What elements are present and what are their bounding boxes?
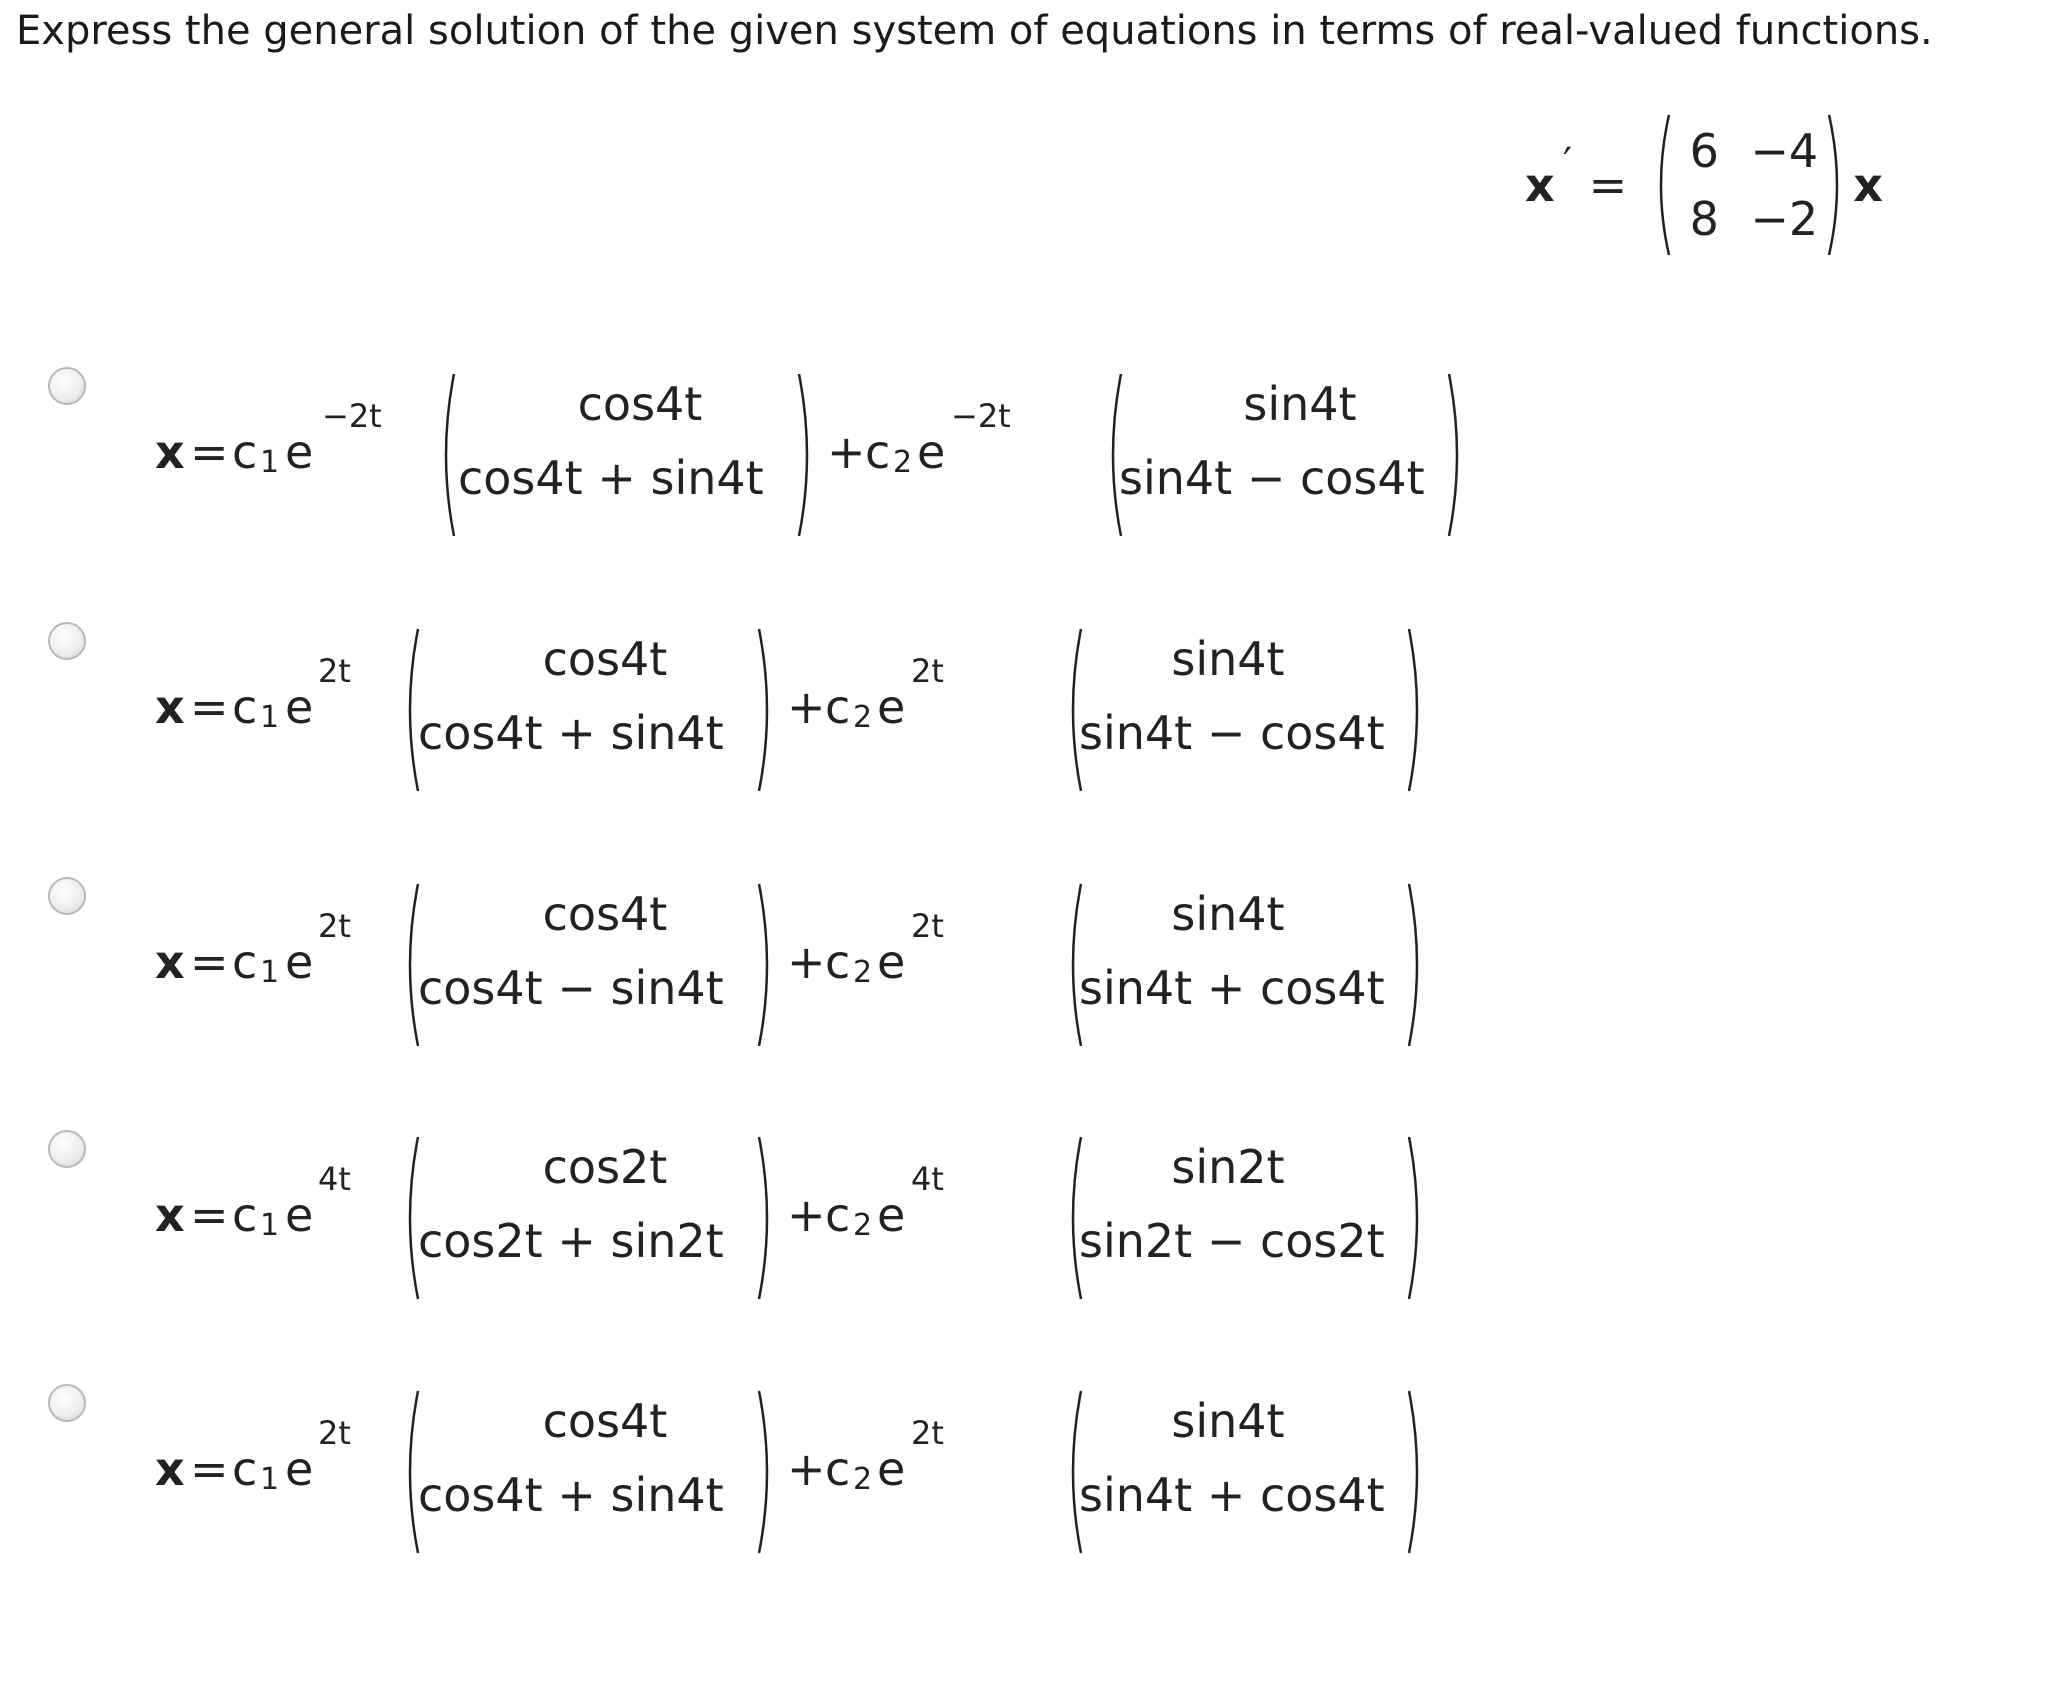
- exponent-1: 2t: [318, 907, 351, 945]
- vector1-bottom: cos4t + sin4t: [418, 1468, 724, 1522]
- c1-coefficient: c: [232, 935, 258, 989]
- vector2-right-paren: [1405, 1387, 1427, 1557]
- c2-subscript: 2: [893, 445, 913, 480]
- vector1-right-paren: [755, 625, 777, 795]
- exponent-1: 4t: [318, 1160, 351, 1198]
- e2-base: e: [877, 1188, 906, 1242]
- vector1-top: cos4t: [542, 887, 668, 941]
- vector2-top: sin4t: [1171, 887, 1285, 941]
- vector2-top: sin4t: [1171, 1394, 1285, 1448]
- x-vector: x: [155, 1188, 185, 1242]
- e2-base: e: [877, 1442, 906, 1496]
- equals-sign: =: [190, 1188, 229, 1242]
- vector2-top: sin2t: [1171, 1140, 1285, 1194]
- answer-option-1[interactable]: [0, 375, 1560, 535]
- c1-coefficient: c: [232, 680, 258, 734]
- vector1-top: cos4t: [577, 377, 703, 431]
- matrix-cell-12: −4: [1750, 124, 1819, 178]
- system-lhs-vector: [1525, 140, 1573, 212]
- matrix-right-paren: [1825, 111, 1847, 259]
- equals-sign: =: [190, 425, 229, 479]
- c2-subscript: 2: [853, 1462, 873, 1497]
- option-expression: [0, 885, 1560, 1045]
- exponent-2: 2t: [911, 652, 944, 690]
- c1-subscript: 1: [260, 1462, 280, 1497]
- exponent-1: −2t: [322, 397, 382, 435]
- x-vector: x: [155, 680, 185, 734]
- equals-sign: =: [190, 1442, 229, 1496]
- e1-base: e: [285, 935, 314, 989]
- vector2-bottom: sin4t + cos4t: [1079, 961, 1385, 1015]
- vector2-right-paren: [1405, 625, 1427, 795]
- system-equation: [1525, 110, 1883, 260]
- e2-base: e: [877, 935, 906, 989]
- exponent-1: 2t: [318, 1414, 351, 1452]
- vector2-right-paren: [1405, 1133, 1427, 1303]
- matrix-cell-11: 6: [1689, 124, 1719, 178]
- c1-coefficient: c: [232, 1188, 258, 1242]
- c1-subscript: 1: [260, 955, 280, 990]
- question-text: Express the general solution of the given system of equations in terms of real-valued functions.: [16, 8, 1933, 54]
- equals-sign: =: [190, 680, 229, 734]
- e1-base: e: [285, 1188, 314, 1242]
- matrix-cell-21: 8: [1689, 192, 1719, 246]
- vector1-bottom: cos4t + sin4t: [458, 451, 764, 505]
- lhs-x: x: [1525, 158, 1555, 212]
- answer-option-2[interactable]: [0, 630, 1560, 790]
- vector2-right-paren: [1445, 370, 1467, 540]
- vector1-right-paren: [755, 1133, 777, 1303]
- option-expression: [0, 630, 1560, 790]
- prime-mark: ′: [1563, 140, 1573, 186]
- plus-sign: +: [827, 425, 866, 479]
- e1-base: e: [285, 425, 314, 479]
- c1-subscript: 1: [260, 700, 280, 735]
- system-equals: =: [1588, 158, 1628, 212]
- x-vector: x: [155, 1442, 185, 1496]
- c2-coefficient: c: [825, 680, 851, 734]
- c1-coefficient: c: [232, 1442, 258, 1496]
- answer-option-5[interactable]: [0, 1392, 1560, 1552]
- vector1-bottom: cos4t − sin4t: [418, 961, 724, 1015]
- e1-base: e: [285, 680, 314, 734]
- vector1-bottom: cos4t + sin4t: [418, 706, 724, 760]
- c1-subscript: 1: [260, 1208, 280, 1243]
- vector2-bottom: sin4t − cos4t: [1119, 451, 1425, 505]
- vector2-right-paren: [1405, 880, 1427, 1050]
- x-vector: x: [155, 935, 185, 989]
- exponent-2: 4t: [911, 1160, 944, 1198]
- c1-coefficient: c: [232, 425, 258, 479]
- vector1-top: cos4t: [542, 632, 668, 686]
- c2-coefficient: c: [825, 1442, 851, 1496]
- c2-subscript: 2: [853, 1208, 873, 1243]
- system-rhs-vector: x: [1853, 158, 1883, 212]
- answer-option-4[interactable]: [0, 1138, 1560, 1298]
- option-expression: [0, 375, 1560, 535]
- vector1-top: cos2t: [542, 1140, 668, 1194]
- vector2-top: sin4t: [1171, 632, 1285, 686]
- c1-subscript: 1: [260, 445, 280, 480]
- e2-base: e: [877, 680, 906, 734]
- e2-base: e: [917, 425, 946, 479]
- x-vector: x: [155, 425, 185, 479]
- option-expression: [0, 1138, 1560, 1298]
- answer-option-3[interactable]: [0, 885, 1560, 1045]
- e1-base: e: [285, 1442, 314, 1496]
- exponent-2: 2t: [911, 1414, 944, 1452]
- c2-subscript: 2: [853, 700, 873, 735]
- exponent-2: 2t: [911, 907, 944, 945]
- matrix-cell-22: −2: [1750, 192, 1819, 246]
- exponent-1: 2t: [318, 652, 351, 690]
- plus-sign: +: [787, 935, 826, 989]
- vector2-bottom: sin2t − cos2t: [1079, 1214, 1385, 1268]
- vector2-bottom: sin4t − cos4t: [1079, 706, 1385, 760]
- c2-coefficient: c: [825, 1188, 851, 1242]
- c2-coefficient: c: [825, 935, 851, 989]
- equals-sign: =: [190, 935, 229, 989]
- vector2-bottom: sin4t + cos4t: [1079, 1468, 1385, 1522]
- plus-sign: +: [787, 680, 826, 734]
- plus-sign: +: [787, 1188, 826, 1242]
- c2-coefficient: c: [865, 425, 891, 479]
- vector1-bottom: cos2t + sin2t: [418, 1214, 724, 1268]
- plus-sign: +: [787, 1442, 826, 1496]
- c2-subscript: 2: [853, 955, 873, 990]
- vector1-right-paren: [755, 880, 777, 1050]
- vector1-right-paren: [795, 370, 817, 540]
- exponent-2: −2t: [951, 397, 1011, 435]
- matrix-left-paren: [1651, 111, 1673, 259]
- vector1-left-paren: [436, 370, 458, 540]
- vector2-top: sin4t: [1243, 377, 1357, 431]
- option-expression: [0, 1392, 1560, 1552]
- vector1-top: cos4t: [542, 1394, 668, 1448]
- vector1-right-paren: [755, 1387, 777, 1557]
- coefficient-matrix: [1655, 117, 1843, 253]
